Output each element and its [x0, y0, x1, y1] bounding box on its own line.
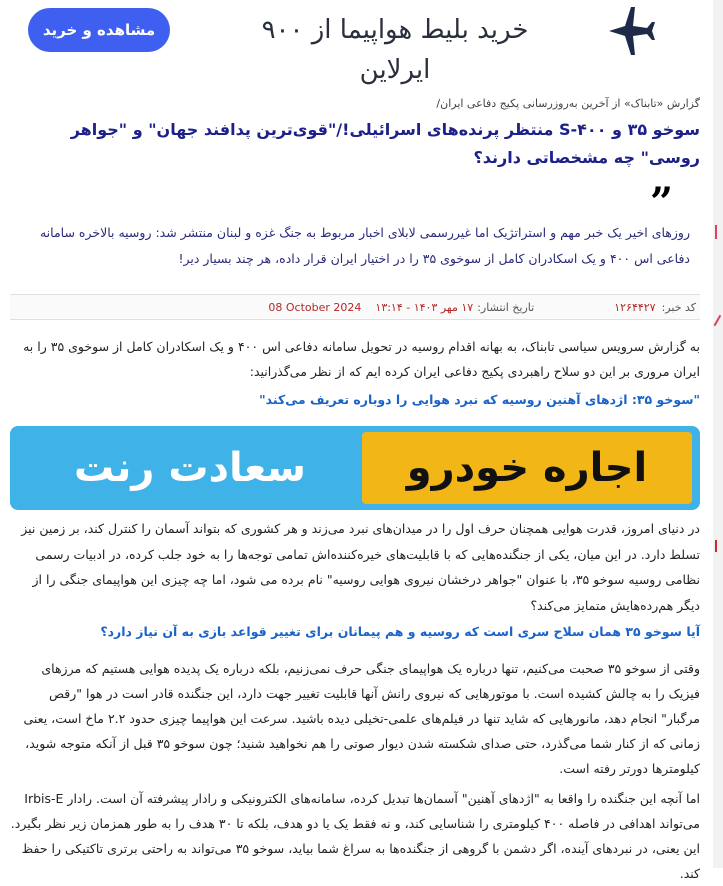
article-paragraph: در دنیای امروز، قدرت هوایی همچنان حرف اول را در میدان‌های نبرد می‌زند و هر کشوری که بتواند آسمان را کنترل کند، بر زمین نیز تسلط دارد. در این میان، یکی از جنگنده‌هایی که با قابلیت‌های خیره‌کننده‌اش تمامی توجه‌ها را به خود جلب کرده، در ادبیات رسمی نظامی روسیه سوخو ۳۵، با عنوان "جواهر درخشان نیروی هوایی روسیه" نام برده می شود، اما چه چیزی این هواپیمای جنگی را از دیگر هم‌رده‌هایش متمایز می‌کند؟	[21, 521, 700, 613]
ad-service-text: اجاره خودرو	[362, 432, 692, 504]
news-code-label: کد خبر:	[661, 300, 696, 314]
edge-mark	[715, 225, 723, 239]
article-paragraph: وقتی از سوخو ۳۵ صحبت می‌کنیم، تنها درباره یک هواپیمای جنگی حرف نمی‌زنیم، بلکه درباره یک پدیده هوایی هستیم که مرزهای فیزیک را به چالش کشیده است. با موتورهایی که نیروی رانش آنها قابلیت تغییر جهت دارد، این جنگنده قادر است در هوا "رقص مرگبار" انجام دهد، مانورهایی که شاید تنها در فیلم‌های علمی-تخیلی دیده باشید. سرعت این هواپیما چیزی حدود ۲.۲ ماخ است، یعنی زمانی که از کنار شما می‌گذرد، حتی صدای شکسته شدن دیوار صوتی را هم نخواهید شنید؛ چون سوخو ۳۵ قبل از آنکه متوجه شوید، کیلومترها دورتر رفته است.	[23, 661, 700, 776]
airplane-icon	[606, 6, 658, 56]
quote-icon: ”	[650, 179, 674, 226]
article-title: سوخو ۳۵ و S-۴۰۰ منتظر پرنده‌های اسرائیلی!/"قوی‌ترین پدافند جهان" و "جواهر روسی" چه مشخصاتی دارند؟	[70, 120, 700, 167]
article-lead: روزهای اخیر یک خبر مهم و استراتژیک اما غیررسمی لابلای اخبار مربوط به جنگ غزه و لبنان منتشر شد: روسیه بالاخره سامانه دفاعی اس ۴۰۰ و یک اسکادران کامل از سوخوی ۳۵ را در اختیار ایران قرار داده، هر چند بسیار دیر!	[39, 225, 690, 266]
banner-cta-button[interactable]: مشاهده و خرید	[28, 8, 170, 52]
publish-date-label: تاریخ انتشار:	[477, 300, 535, 314]
banner-headline: خرید بلیط هواپیما از ۹۰۰ ایرلاین	[261, 15, 529, 85]
article-kicker: گزارش «تابناک» از آخرین به‌روزرسانی پکیج دفاعی ایران/	[436, 97, 700, 110]
page-edge-strip	[713, 0, 723, 868]
ad-brand-text: سعادت رنت	[74, 445, 306, 491]
article-subheading: "سوخو ۳۵: اژدهای آهنین روسیه که نبرد هوایی را دوباره تعریف می‌کند"	[259, 392, 700, 407]
article-meta-bar	[10, 294, 700, 320]
news-code-value: ۱۲۶۴۴۲۷	[614, 300, 656, 314]
top-ad-banner[interactable]	[0, 0, 713, 85]
publish-date-gregorian: 08 October 2024	[268, 300, 362, 314]
publish-date-persian: ۱۷ مهر ۱۴۰۳ - ۱۳:۱۴	[375, 300, 474, 314]
edge-mark	[715, 540, 723, 552]
article-paragraph: اما آنچه این جنگنده را واقعا به "اژدهای آهنین" آسمان‌ها تبدیل کرده، سامانه‌های الکترونیکی و رادار پیشرفته آن است. رادار Irbis-E می‌تواند اهدافی در فاصله ۴۰۰ کیلومتری را شناسایی کند، و نه فقط یک یا دو هدف، بلکه تا ۳۰ هدف را به طور همزمان زیر نظر بگیرد. این یعنی، در نبردهای آینده، اگر دشمن با گروهی از جنگنده‌ها به سراغ شما بیاید، سوخو ۳۵ می‌تواند به راحتی برتری تاکتیکی را حفظ کند.	[10, 791, 700, 881]
article-subheading: آیا سوخو ۳۵ همان سلاح سری است که روسیه و هم پیمانان برای تغییر قواعد بازی به آن نیاز دارد؟	[100, 624, 700, 639]
inline-ad-banner[interactable]	[10, 426, 700, 510]
article-paragraph: به گزارش سرویس سیاسی تابناک، به بهانه اقدام روسیه در تحویل سامانه دفاعی اس ۴۰۰ و یک اسکادران کامل از سوخوی ۳۵ را به ایران مروری بر این دو سلاح راهبردی پکیج دفاعی ایران کرده ایم که از نظر می‌گذرانید:	[23, 339, 700, 379]
